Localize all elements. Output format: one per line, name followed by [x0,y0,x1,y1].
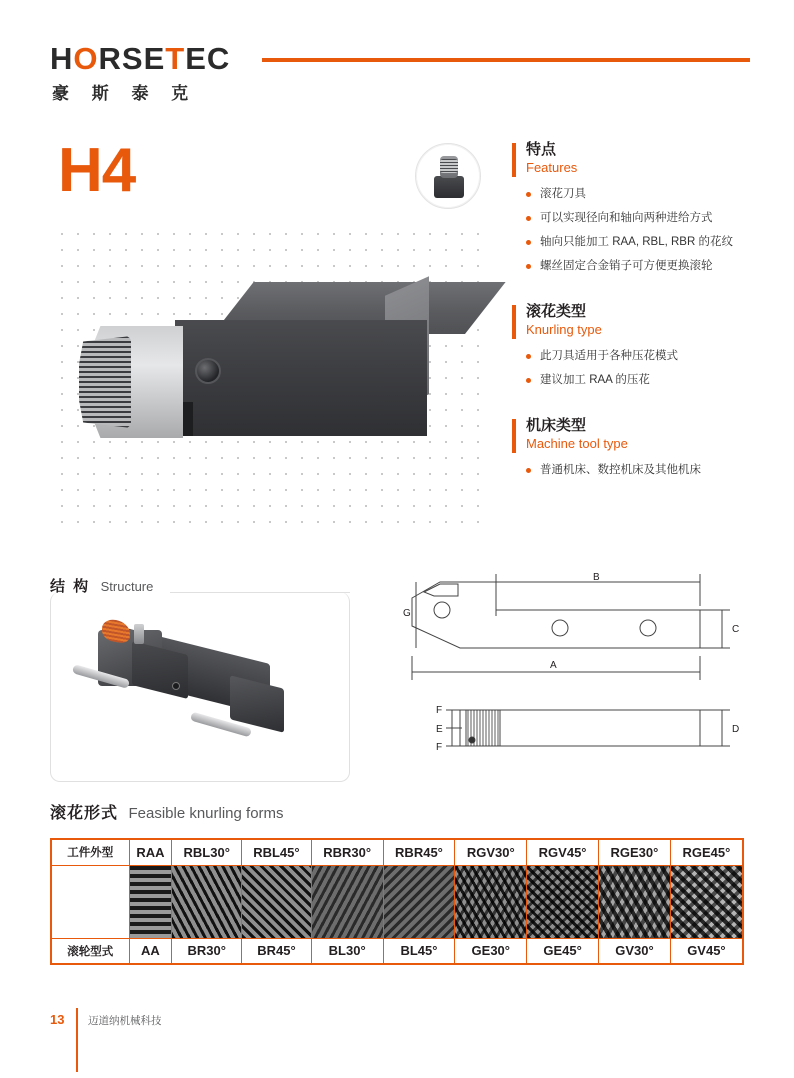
list-item: 轴向只能加工 RAA, RBL, RBR 的花纹 [526,235,762,250]
pattern-diag-left-30 [312,866,383,938]
tool-mounting-hole [195,358,221,384]
knurl-sample-cell [599,865,671,938]
list-item: 普通机床、数控机床及其他机床 [526,463,762,478]
footer-company: 迈道纳机械科技 [88,1015,162,1027]
table-col-header: RGV30° [455,839,527,865]
knurl-forms-heading [50,800,284,823]
knurl-sample-cell [455,865,527,938]
table-sample-label-cell [51,865,129,938]
section-knurling-type [512,302,762,388]
pattern-diag-left-45 [384,866,455,938]
knurl-forms-title-cn: 滚花形式 [50,805,119,822]
pattern-cross-30 [599,866,670,938]
page-header [50,42,750,112]
features-title-cn: 特点 [526,141,557,158]
page-footer [50,1012,744,1052]
dim-label-E: E [436,724,443,735]
dim-label-B: B [593,572,600,583]
header-rule [262,58,750,62]
structure-frame-top-line [170,592,350,593]
structure-screw [134,624,144,644]
dim-label-A: A [550,660,557,671]
knurl-sample-cell [670,865,743,938]
table-col-footer: BL30° [311,938,383,964]
structure-title-cn: 结 构 [50,578,91,595]
dimension-drawings [400,570,745,785]
pattern-diamond-30 [455,866,526,938]
machine-type-list [512,463,762,478]
product-photo [50,222,490,532]
structure-hole [172,682,180,690]
table-col-footer: AA [129,938,172,964]
feature-column [512,140,762,500]
dim-label-C: C [732,624,740,635]
table-col-header: RAA [129,839,172,865]
table-col-footer: GE30° [455,938,527,964]
table-col-footer: BR30° [172,938,242,964]
list-item: 螺丝固定合金销子可方便更换滚轮 [526,259,762,274]
structure-title-en: Structure [100,579,154,594]
table-col-footer: BR45° [242,938,312,964]
section-machine-type [512,416,762,478]
knurl-forms-title-en: Feasible knurling forms [128,805,284,822]
logo-wordmark: HORSETEC [50,41,231,76]
section-accent-bar [512,419,516,453]
knurl-sample-cell [311,865,383,938]
pattern-diag-right-30 [172,866,241,938]
table-footer-row [51,938,743,964]
knurl-wheel [79,336,131,428]
knurl-sample-cell [129,865,172,938]
features-title-en: Features [526,160,578,175]
dim-label-F-top: F [436,705,443,716]
table-col-footer: GE45° [527,938,599,964]
pattern-horizontal-lines [130,866,172,938]
dimension-drawing-svg [400,570,745,785]
table-col-header: RBR30° [311,839,383,865]
list-item: 建议加工 RAA 的压花 [526,373,762,388]
knurl-sample-cell [172,865,242,938]
knurling-type-title-cn: 滚花类型 [526,303,587,320]
table-sample-row [51,865,743,938]
dim-label-D: D [732,724,740,735]
knurl-sample-cell [527,865,599,938]
product-title: H4 [58,136,136,205]
list-item: 可以实现径向和轴向两种进给方式 [526,211,762,226]
tool-illustration [175,282,465,457]
list-item: 滚花刀具 [526,187,762,202]
list-item: 此刀具适用于各种压花模式 [526,349,762,364]
section-accent-bar [512,305,516,339]
knurl-sample-cell [383,865,455,938]
brand-logo [50,42,230,104]
icon-body [434,176,464,198]
logo-subtitle: 豪 斯 泰 克 [52,84,198,103]
knurl-forms-table [50,838,744,965]
knurling-type-list [512,349,762,388]
table-col-header: RGE30° [599,839,671,865]
dim-label-G: G [403,608,411,619]
table-row-footer-label: 滚轮型式 [51,938,129,964]
table-col-footer: GV30° [599,938,671,964]
structure-illustration [72,608,327,768]
table-col-header: RBL30° [172,839,242,865]
machine-type-title-en: Machine tool type [526,436,628,451]
pattern-cross-45 [671,866,742,938]
section-accent-bar [512,143,516,177]
table-col-header: RGE45° [670,839,743,865]
table-col-header: RGV45° [527,839,599,865]
table-header-row [51,839,743,865]
footer-accent-bar [76,1008,78,1072]
pattern-diamond-45 [527,866,598,938]
table-col-header: RBR45° [383,839,455,865]
table-col-footer: GV45° [670,938,743,964]
pattern-diag-right-45 [242,866,311,938]
icon-knurl [440,159,458,173]
page-number: 13 [50,1012,65,1027]
table-col-footer: BL45° [383,938,455,964]
knurling-type-title-en: Knurling type [526,322,602,337]
table-col-header: RBL45° [242,839,312,865]
section-features [512,140,762,274]
knurl-sample-cell [242,865,312,938]
machine-type-title-cn: 机床类型 [526,417,587,434]
features-list [512,187,762,274]
feature-tool-icon [415,143,481,209]
table-row-header-label: 工件外型 [51,839,129,865]
dim-label-F-bottom: F [436,742,443,753]
